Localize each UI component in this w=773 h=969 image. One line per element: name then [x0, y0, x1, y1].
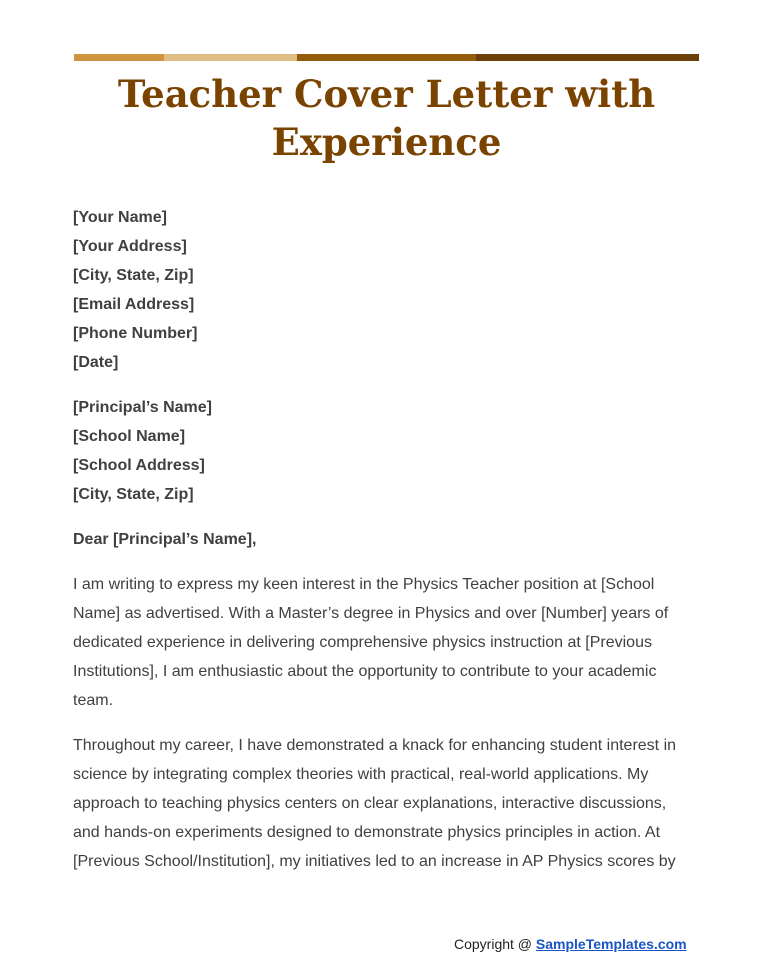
paragraph-2: Throughout my career, I have demonstrated a knack for enhancing student interest in science by integrating complex theories with practical, real-world applications. My approach to teaching physics centers on clear explanations, interactive discussions, and hands-on experiments designed to demonstrate physics principles in action. At [Previous School/Institution], my initiatives led to an increase in AP Physics scores by: [73, 737, 677, 870]
decorative-bar-3: [297, 54, 476, 61]
decorative-bar-4: [476, 54, 699, 61]
copyright-text: Copyright @: [454, 936, 536, 952]
recipient-city: [City, State, Zip]: [73, 486, 194, 503]
recipient-school: [School Name]: [73, 428, 186, 445]
page-title: Teacher Cover Letter with Experience: [117, 72, 656, 164]
recipient-name: [Principal’s Name]: [73, 399, 213, 416]
decorative-bar-1: [74, 54, 164, 61]
recipient-block: [73, 393, 693, 509]
sender-city: [City, State, Zip]: [73, 267, 194, 284]
paragraph-1: I am writing to express my keen interest in the Physics Teacher position at [School Name] as advertised. With a Master’s degree in Physics and over [Number] years of dedicated experience in delivering comprehensive physics instruction at [Previous Institutions], I am enthusiastic about the opportunity to contribute to your academic team.: [73, 576, 669, 709]
sender-phone: [Phone Number]: [73, 325, 198, 342]
recipient-address: [School Address]: [73, 457, 205, 474]
footer: [454, 936, 687, 952]
sender-email: [Email Address]: [73, 296, 195, 313]
sender-block: [73, 203, 693, 377]
sampletemplates-link[interactable]: SampleTemplates.com: [535, 936, 687, 952]
letter-body: [73, 203, 693, 892]
sender-address: [Your Address]: [73, 238, 187, 255]
salutation: Dear [Principal’s Name],: [73, 531, 257, 548]
sender-date: [Date]: [73, 354, 119, 371]
sender-name: [Your Name]: [73, 209, 167, 226]
decorative-bar-2: [164, 54, 297, 61]
